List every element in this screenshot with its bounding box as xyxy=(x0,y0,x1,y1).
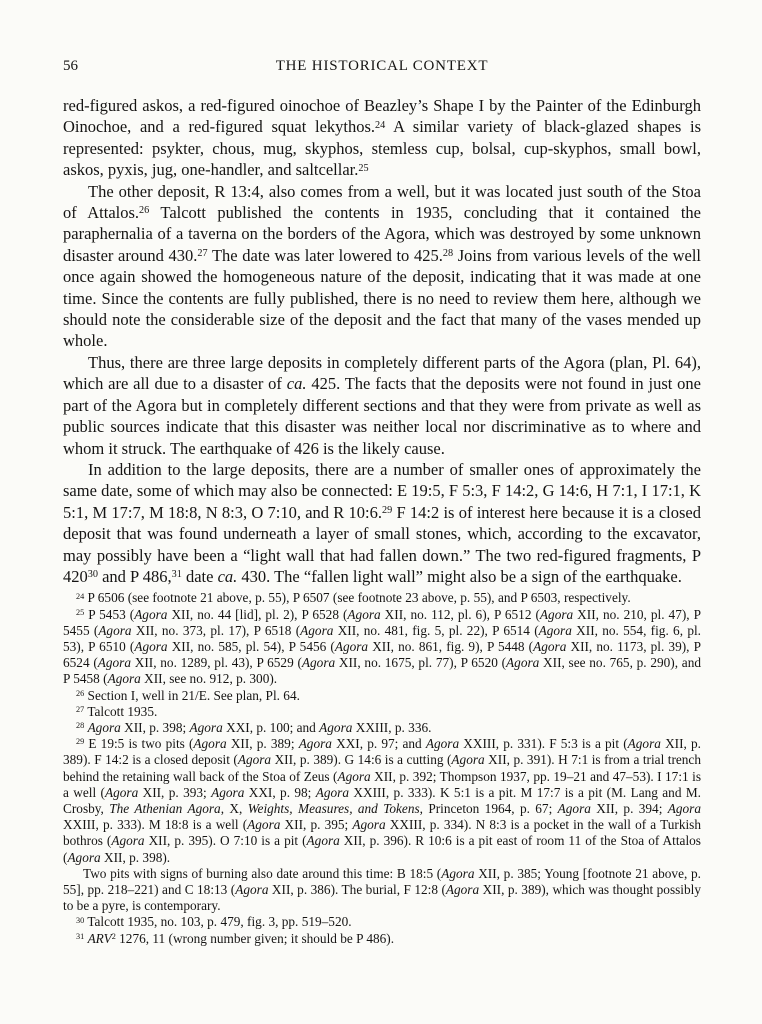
text-run: 425. The facts that the deposits were not found in just one part of the Agora but in completely different sections and that they were from private as well as public sources indicate that this disaster was neither local nor discriminative as to where and whom it struck. The earthquake of 426 is the likely cause. xyxy=(63,374,701,458)
footnote-26 xyxy=(63,688,701,704)
text-run: XII, p. 392; Thompson 1937, pp. 19–21 and 47–53). I 17:1 is a well ( xyxy=(63,768,701,800)
text-run: XII, p. 386). The burial, F 12:8 ( xyxy=(268,882,446,897)
body-paragraph xyxy=(63,95,701,181)
text-run: and P 486, xyxy=(97,566,172,586)
footnote-24 xyxy=(63,590,701,606)
text-run: The Athenian Agora xyxy=(109,800,221,816)
text-run: In addition to the large deposits, there are a number of smaller ones of approximately the same date, some of which may also be connected: E 19:5, F 5:3, F 14:2, G 14:6, H 7:1, I 17:1, K 5:1, M 17:7, M 18:8, N 8:3, O 7:10, and R 10:6. xyxy=(63,459,701,522)
text-run: Agora xyxy=(104,784,139,800)
text-run: Agora xyxy=(98,622,132,638)
text-run: XXIII, p. 331). F 5:3 is a pit ( xyxy=(459,736,628,752)
running-head-title: THE HISTORICAL CONTEXT xyxy=(275,58,489,74)
text-run: XXIII, p. 333). M 18:8 is a well ( xyxy=(63,817,248,833)
text-run: Agora xyxy=(67,849,101,865)
footnote-ref: 29 xyxy=(76,737,85,747)
footnote-ref: 29 xyxy=(381,505,393,517)
text-run: XII, p. 398). xyxy=(100,849,171,865)
text-run: Agora xyxy=(87,719,121,735)
text-run: Agora xyxy=(237,752,272,768)
footnote-ref: 27 xyxy=(76,705,85,715)
text-run: Agora xyxy=(538,622,572,638)
text-run: Agora xyxy=(425,736,460,752)
footnote-27 xyxy=(63,704,701,720)
text-run: A similar variety of black-glazed shapes is represented: psykter, chous, mug, skyphos, stemless cup, bolsal, cup-skyphos, small bowl, askos, pyxis, jug, one-handler, and saltcellar. xyxy=(63,117,701,180)
text-run: 1276, 11 (wrong number given; it should be P 486). xyxy=(115,930,395,946)
footnote-29 xyxy=(63,736,701,866)
text-run: Agora xyxy=(533,638,567,654)
text-run: Thus, there are three large deposits in completely different parts of the Agora (plan, Pl. 64), which are all due to a disaster of xyxy=(63,352,701,394)
text-run: Agora xyxy=(300,622,334,638)
footnote-ref: 26 xyxy=(139,205,150,217)
text-run: XII, p. 385; Young [footnote 21 above, p. 55], pp. 218–221) and C 18:13 ( xyxy=(63,865,701,897)
text-run: Agora xyxy=(319,719,353,735)
text-run: date xyxy=(181,566,218,586)
text-run: XII, p. 395; xyxy=(280,817,353,833)
text-run: Agora xyxy=(441,865,475,881)
text-run: F 14:2 is of interest here because it is a closed deposit that was found underneath a layer of small stones, which, according to the excavator, may possibly have been a “light wall that had fallen down.” The two red-figured fragments, P 420 xyxy=(63,502,701,586)
text-run: P 5453 ( xyxy=(84,606,135,622)
text-run: ca. xyxy=(217,566,238,586)
text-run: XII, no. 373, pl. 17), P 6518 ( xyxy=(131,622,301,638)
text-run: Talcott 1935. xyxy=(84,703,158,719)
text-run: 430. The “fallen light wall” might also be a sign of the earthquake. xyxy=(237,566,682,586)
footnote-ref: 31 xyxy=(76,931,85,941)
text-run: , Princeton 1964, p. 67; xyxy=(419,800,558,816)
text-run: Agora xyxy=(352,817,386,833)
text-run: XXIII, p. 334). N 8:3 is a pocket in the wall of a Turkish bothros ( xyxy=(63,817,701,849)
page-number: 56 xyxy=(63,58,78,74)
text-run: Agora xyxy=(193,736,227,752)
text-run: Agora xyxy=(347,606,381,622)
footnote-ref: 2 xyxy=(111,931,116,941)
text-run: Agora xyxy=(134,606,168,622)
text-run: XXI, p. 98; xyxy=(244,784,316,800)
text-run: Agora xyxy=(445,882,480,897)
text-run: XII, p. 391). H 7:1 is from a trial trench behind the retaining wall back of the Stoa of Zeus ( xyxy=(63,752,701,784)
text-run: Agora xyxy=(667,800,702,816)
text-run: Agora xyxy=(334,638,369,654)
footnote-30 xyxy=(63,914,701,930)
text-run: Two pits with signs of burning also date around this time: B 18:5 ( xyxy=(83,865,442,881)
text-run: XII, p. 393; xyxy=(138,784,212,800)
body-paragraph xyxy=(63,459,701,587)
text-run: Agora xyxy=(97,655,132,671)
text-run: Agora xyxy=(301,655,336,671)
text-run: XII, p. 389; xyxy=(226,736,299,752)
text-run: ca. xyxy=(286,374,307,394)
text-run: , X, xyxy=(220,800,248,816)
footnote-ref: 28 xyxy=(76,721,85,731)
footnote-28 xyxy=(63,720,701,736)
text-run: Weights, Measures, and Tokens xyxy=(247,800,420,816)
text-run: Agora xyxy=(315,784,349,800)
text-run: red-figured askos, a red-figured oinochoe of Beazley’s Shape I by the Painter of the Edinburgh Oinochoe, and a red-figured squat lekythos. xyxy=(63,96,701,137)
text-run: Agora xyxy=(247,817,281,833)
text-run: Agora xyxy=(557,800,591,816)
text-run: XII, no. 1675, pl. 77), P 6520 ( xyxy=(335,655,507,671)
text-run: E 19:5 is two pits ( xyxy=(84,736,194,752)
footnote-ref: 27 xyxy=(197,248,208,260)
text-run: XII, no. 44 [lid], pl. 2), P 6528 ( xyxy=(167,606,348,622)
text-run: Section I, well in 21/E. See plan, Pl. 64. xyxy=(84,687,300,703)
text-run: Agora xyxy=(451,752,485,768)
body-paragraph xyxy=(63,352,701,459)
text-run: XII, see no. 765, p. 290), and P 5458 ( xyxy=(63,655,701,687)
text-run: XII, p. 396). R 10:6 is a pit east of room 11 of the Stoa of Attalos ( xyxy=(63,833,701,865)
text-run: The date was later lowered to 425. xyxy=(207,245,443,265)
text-run: XII, no. 861, fig. 9), P 5448 ( xyxy=(368,638,534,654)
text-run: XII, no. 1289, pl. 43), P 6529 ( xyxy=(131,655,302,671)
text-run: Agora xyxy=(111,833,145,849)
text-run: XII, p. 395). O 7:10 is a pit ( xyxy=(144,833,307,849)
main-text-block xyxy=(63,95,701,587)
text-run: Talcott published the contents in 1935, concluding that it contained the paraphernalia of a taverna on the borders of the Agora, which was destroyed by some unknown disaster around 430. xyxy=(63,203,701,265)
footnote-ref: 24 xyxy=(76,591,85,601)
footnotes-block xyxy=(63,590,701,946)
footnote-ref: 26 xyxy=(76,688,85,698)
text-run: XII, see no. 912, p. 300). xyxy=(140,671,278,687)
text-run: Agora xyxy=(211,784,245,800)
text-run: Agora xyxy=(107,671,141,687)
text-run: Agora xyxy=(235,882,269,897)
text-run: Joins from various levels of the well once again showed the homogeneous nature of the deposit, indicating that it was made at one time. Since the contents are fully published, there is no need to review them here, although we should note the considerable size of the deposit and the fact that many of the vases mended up whole. xyxy=(63,245,701,351)
running-header xyxy=(63,57,701,76)
text-run: XII, no. 112, pl. 6), P 6512 ( xyxy=(380,606,540,622)
text-run: XII, p. 394; xyxy=(590,800,668,816)
text-run: Agora xyxy=(306,833,340,849)
text-run: XII, p. 398; xyxy=(120,719,190,735)
footnote-ref: 30 xyxy=(87,569,98,581)
footnote-ref: 24 xyxy=(375,119,386,131)
text-run: Agora xyxy=(506,655,540,671)
text-run: XII, no. 585, pl. 54), P 5456 ( xyxy=(167,638,335,654)
body-paragraph xyxy=(63,181,701,352)
text-run: Agora xyxy=(627,736,661,752)
footnote-ref: 25 xyxy=(76,607,85,617)
text-run: Agora xyxy=(134,638,168,654)
footnote-29-continuation xyxy=(63,866,701,915)
text-run: ARV xyxy=(87,930,112,946)
text-run: XII, no. 210, pl. 47), P 5455 ( xyxy=(63,606,702,638)
text-run: Agora xyxy=(298,736,332,752)
footnote-31 xyxy=(63,931,701,947)
text-run: XII, p. 389), which was thought possibly to be a pyre, is contemporary. xyxy=(63,882,701,914)
footnote-ref: 28 xyxy=(442,248,454,260)
text-run: Agora xyxy=(189,719,223,735)
text-run: XII, no. 481, fig. 5, pl. 22), P 6514 ( xyxy=(333,622,539,638)
text-run: The other deposit, R 13:4, also comes from a well, but it was located just south of the Stoa of Attalos. xyxy=(63,181,701,223)
text-run: Talcott 1935, no. 103, p. 479, fig. 3, pp. 519–520. xyxy=(84,914,352,930)
text-run: XXIII, p. 333). K 5:1 is a pit. M 17:7 is a pit (M. Lang and M. Crosby, xyxy=(63,784,702,816)
footnote-ref: 30 xyxy=(76,915,85,925)
text-run: P 6506 (see footnote 21 above, p. 55), P 6507 (see footnote 23 above, p. 55), and P 6503, respectively. xyxy=(84,590,631,606)
text-run: XII, no. 554, fig. 6, pl. 53), P 6510 ( xyxy=(63,622,701,654)
text-run: XXI, p. 97; and xyxy=(331,736,426,752)
text-run: Agora xyxy=(539,606,574,622)
text-run: XII, p. 389). G 14:6 is a cutting ( xyxy=(271,752,452,768)
text-run: XXI, p. 100; and xyxy=(222,719,320,735)
footnote-ref: 31 xyxy=(171,569,182,581)
text-run: XII, p. 389). F 14:2 is a closed deposit ( xyxy=(63,736,701,768)
footnote-25 xyxy=(63,607,701,688)
text-run: XXIII, p. 336. xyxy=(352,719,432,735)
text-run: Agora xyxy=(337,768,371,784)
footnote-ref: 25 xyxy=(358,162,369,174)
text-run: XII, no. 1173, pl. 39), P 6524 ( xyxy=(63,638,701,671)
